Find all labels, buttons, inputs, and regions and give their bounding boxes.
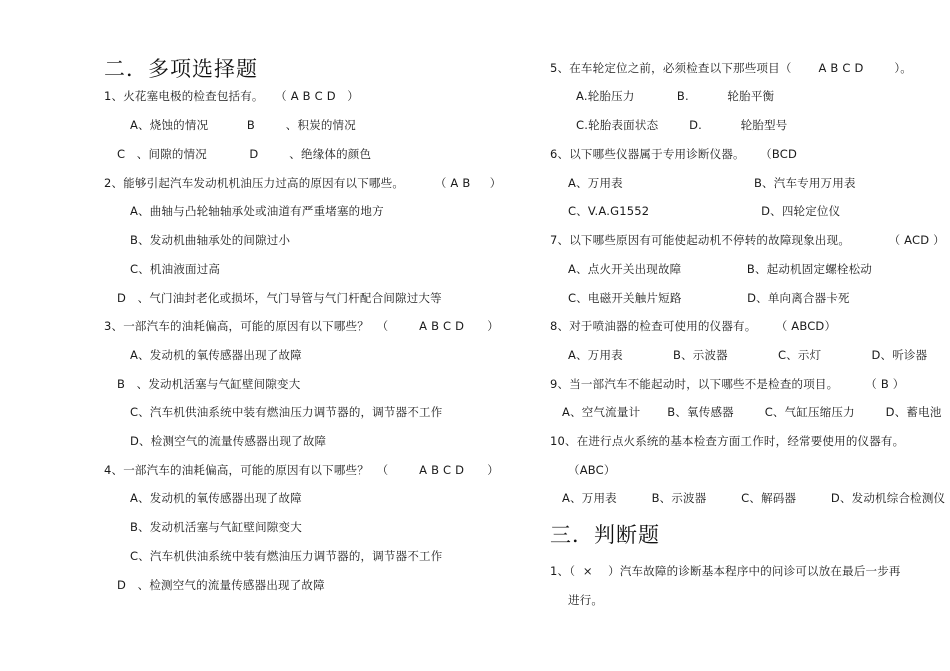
question-6: 6、以下哪些仪器属于专用诊断仪器。 （BCD (550, 147, 798, 161)
question-1: 1、火花塞电极的检查包括有。 （ A B C D ） (104, 89, 360, 103)
question-1-options-ab: A、烧蚀的情况 B 、积炭的情况 (130, 118, 356, 132)
question-2-option-b: B、发动机曲轴承处的间隙过小 (130, 233, 291, 247)
judgment-question-1: 1、（ × ）汽车故障的诊断基本程序中的问诊可以放在最后一步再 (550, 564, 901, 578)
question-6-options-cd: C、V.A.G1552 D、四轮定位仪 (568, 204, 841, 218)
question-4-option-c: C、汽车机供油系统中装有燃油压力调节器的，调节器不工作 (130, 549, 443, 563)
question-7-options-ab: A、点火开关出现故障 B、起动机固定螺栓松动 (568, 262, 872, 276)
question-2-option-c: C、机油液面过高 (130, 262, 221, 276)
question-8: 8、对于喷油器的检查可使用的仪器有。 （ ABCD） (550, 319, 837, 333)
question-2: 2、能够引起汽车发动机机油压力过高的原因有以下哪些。 （ A B ） (104, 176, 502, 190)
question-9: 9、当一部汽车不能起动时，以下哪些不是检查的项目。 （ B ） (550, 377, 905, 391)
question-4: 4、一部汽车的油耗偏高，可能的原因有以下哪些？ （ A B C D ） (104, 463, 500, 477)
section-heading-multiple-choice: 二．多项选择题 (104, 57, 258, 81)
question-3-option-b: B 、发动机活塞与气缸壁间隙变大 (117, 377, 301, 391)
judgment-question-1-continued: 进行。 (568, 593, 604, 607)
question-5: 5、在车轮定位之前，必须检查以下那些项目（ A B C D ）。 (550, 61, 913, 75)
question-3-option-a: A、发动机的氧传感器出现了故障 (130, 348, 302, 362)
question-6-options-ab: A、万用表 B、汽车专用万用表 (568, 176, 856, 190)
question-10-options: A、万用表 B、示波器 C、解码器 D、发动机综合检测仪 (562, 491, 946, 505)
question-7: 7、以下哪些原因有可能使起动机不停转的故障现象出现。 （ ACD ） (550, 233, 945, 247)
question-5-options-cd: C.轮胎表面状态 D. 轮胎型号 (576, 118, 788, 132)
question-2-option-a: A、曲轴与凸轮轴轴承处或油道有严重堵塞的地方 (130, 204, 384, 218)
question-4-option-a: A、发动机的氧传感器出现了故障 (130, 491, 302, 505)
question-4-option-b: B、发动机活塞与气缸壁间隙变大 (130, 520, 302, 534)
question-5-options-ab: A.轮胎压力 B. 轮胎平衡 (576, 89, 775, 103)
question-1-options-cd: C 、间隙的情况 D 、绝缘体的颜色 (117, 147, 372, 161)
question-3-option-c: C、汽车机供油系统中装有燃油压力调节器的，调节器不工作 (130, 405, 443, 419)
question-9-options: A、空气流量计 B、氧传感器 C、气缸压缩压力 D、蓄电池 (562, 405, 942, 419)
question-4-option-d: D 、检测空气的流量传感器出现了故障 (117, 578, 325, 592)
question-7-options-cd: C、电磁开关触片短路 D、单向离合器卡死 (568, 291, 850, 305)
question-3-option-d: D、检测空气的流量传感器出现了故障 (130, 434, 327, 448)
question-10-answer: （ABC） (568, 463, 616, 477)
section-heading-true-false: 三．判断题 (550, 523, 660, 547)
question-10: 10、在进行点火系统的基本检查方面工作时，经常要使用的仪器有。 (550, 434, 905, 448)
question-2-option-d: D 、气门油封老化或损坏，气门导管与气门杆配合间隙过大等 (117, 291, 442, 305)
question-8-options: A、万用表 B、示波器 C、示灯 D、听诊器 (568, 348, 928, 362)
question-3: 3、一部汽车的油耗偏高，可能的原因有以下哪些？ （ A B C D ） (104, 319, 500, 333)
